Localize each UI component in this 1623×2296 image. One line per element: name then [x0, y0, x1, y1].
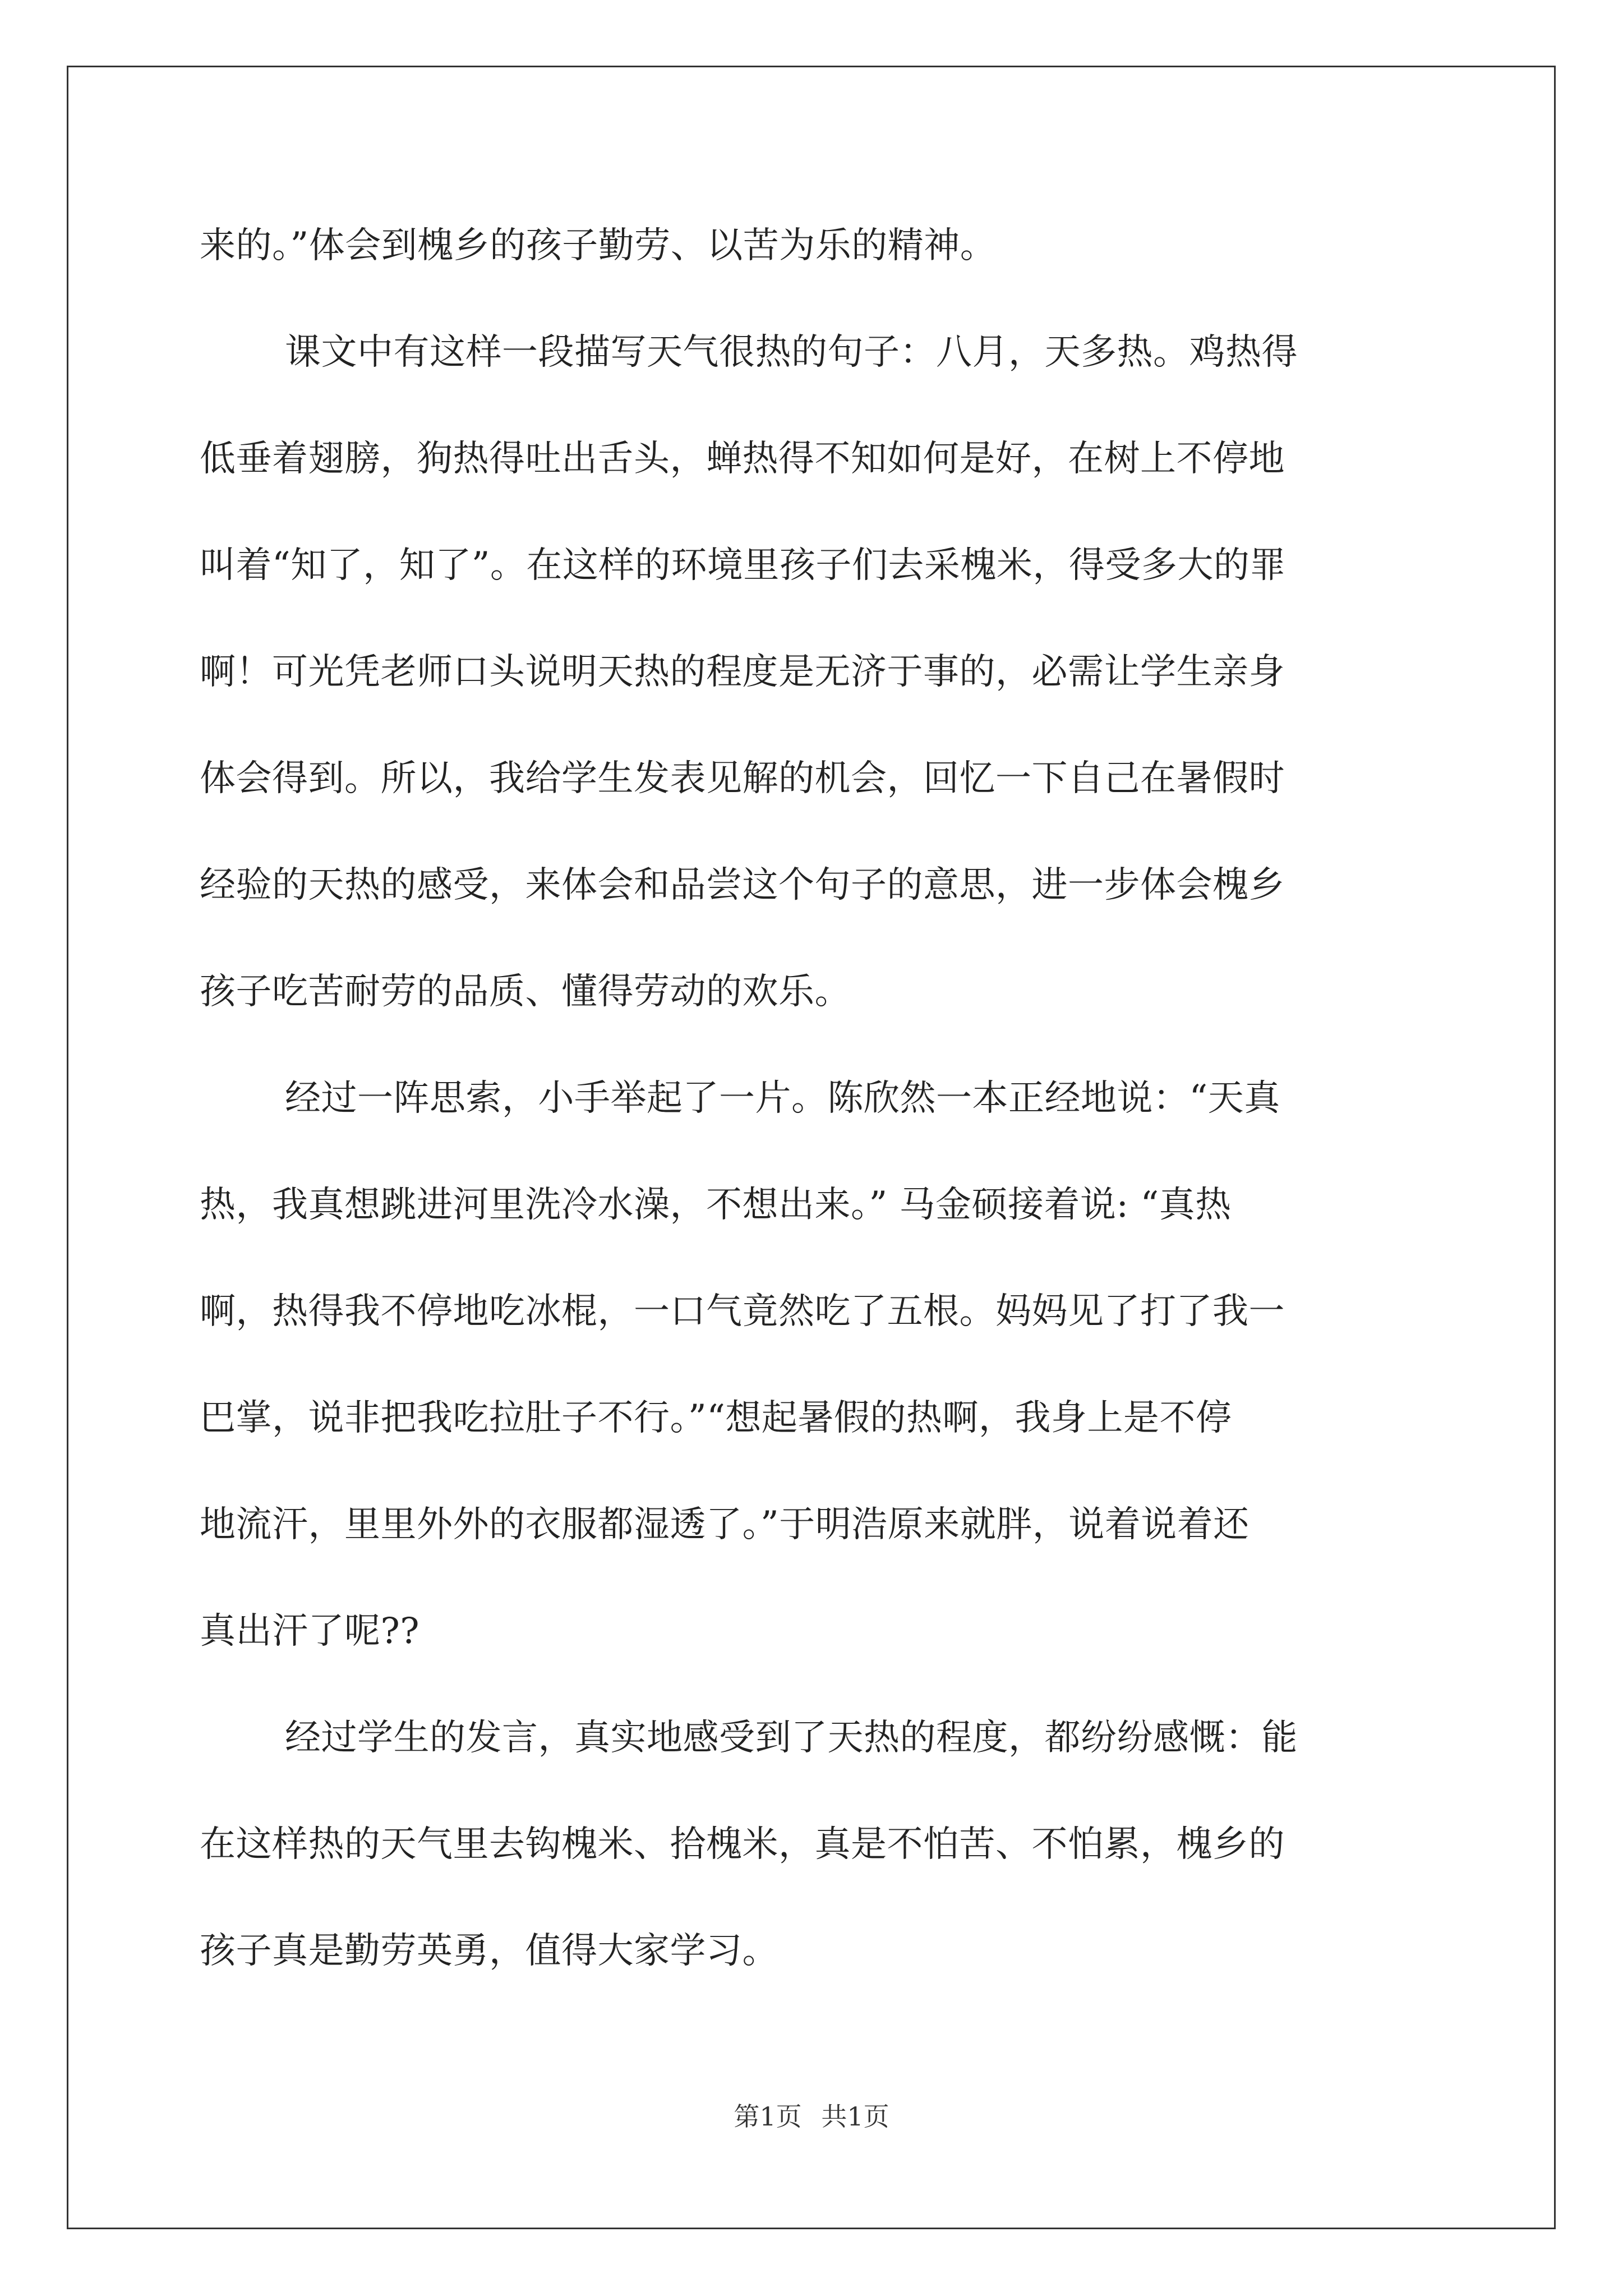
paragraph-start-line: 课文中有这样一段描写天气很热的句子：八月，天多热。鸡热得 — [285, 332, 1298, 373]
text-line: 低垂着翅膀，狗热得吐出舌头，蝉热得不知如何是好，在树上不停地 — [200, 438, 1285, 480]
text-line: 啊，热得我不停地吃冰棍，一口气竟然吃了五根。妈妈见了打了我一 — [200, 1291, 1285, 1332]
text-line: 巴掌，说非把我吃拉肚子不行。”“想起暑假的热啊，我身上是不停 — [200, 1397, 1232, 1439]
document-body — [200, 192, 1428, 2004]
paragraph-start-line: 经过一阵思索，小手举起了一片。陈欣然一本正经地说：“天真 — [285, 1078, 1280, 1119]
text-line: 经验的天热的感受，来体会和品尝这个句子的意思，进一步体会槐乡 — [200, 864, 1285, 906]
text-line: 在这样热的天气里去钩槐米、拾槐米，真是不怕苦、不怕累，槐乡的 — [200, 1824, 1285, 1865]
text-line: 地流汗，里里外外的衣服都湿透了。”于明浩原来就胖，说着说着还 — [200, 1504, 1249, 1545]
text-line: 来的。”体会到槐乡的孩子勤劳、以苦为乐的精神。 — [200, 225, 997, 266]
page-number: 第1页 — [734, 2101, 802, 2132]
text-line: 孩子吃苦耐劳的品质、懂得劳动的欢乐。 — [200, 971, 851, 1013]
paragraph-start-line: 经过学生的发言，真实地感受到了天热的程度，都纷纷感慨：能 — [285, 1717, 1298, 1759]
text-line: 真出汗了呢?? — [200, 1611, 420, 1652]
text-line: 啊！可光凭老师口头说明天热的程度是无济于事的，必需让学生亲身 — [200, 651, 1285, 693]
text-line: 孩子真是勤劳英勇，值得大家学习。 — [200, 1930, 778, 1972]
text-line: 叫着“知了，知了”。在这样的环境里孩子们去采槐米，得受多大的罪 — [200, 545, 1286, 586]
page-total: 共1页 — [821, 2101, 889, 2132]
text-line: 体会得到。所以，我给学生发表见解的机会，回忆一下自己在暑假时 — [200, 758, 1285, 799]
text-line: 热，我真想跳进河里洗冷水澡，不想出来。” 马金硕接着说: “真热 — [200, 1184, 1232, 1226]
page-footer — [0, 2101, 1623, 2132]
